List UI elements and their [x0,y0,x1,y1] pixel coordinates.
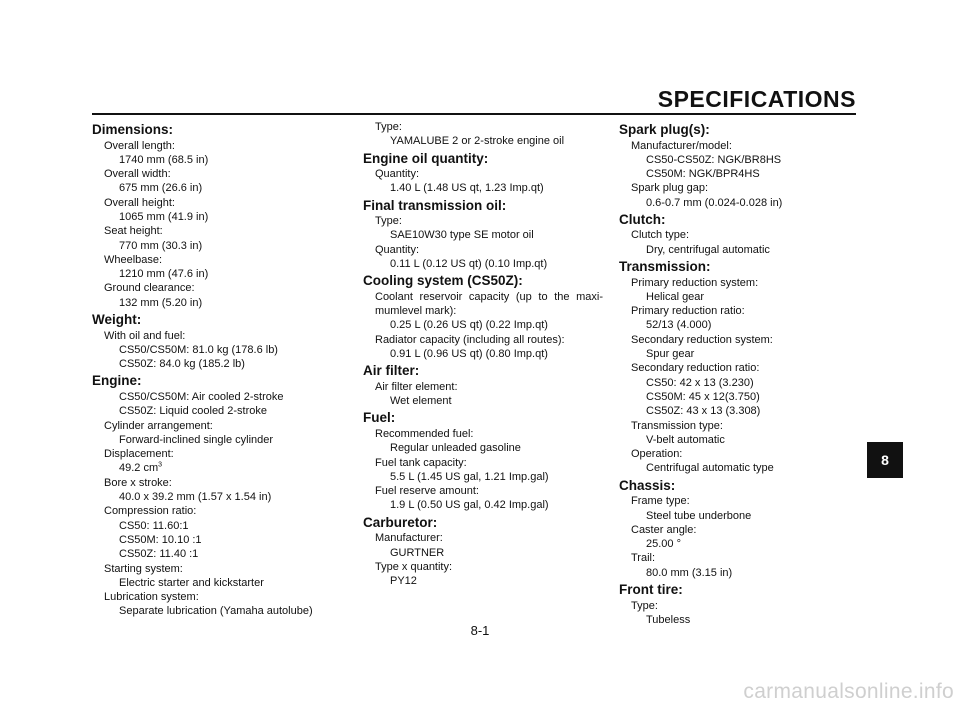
section-heading [363,151,603,168]
spec-text: Transmission: [619,259,711,275]
spec-text: Manufacturer: [375,532,443,545]
spec-value [619,153,869,167]
spec-text: 5.5 L (1.45 US gal, 1.21 Imp.gal) [390,470,549,483]
spec-text: Chassis: [619,477,676,493]
spec-value [92,576,342,590]
spec-text: CS50Z: 43 x 13 (3.308) [646,405,761,418]
section-heading [363,198,603,215]
spec-label [619,523,869,537]
spec-text: 0.11 L (0.12 US qt) (0.10 Imp.qt) [390,258,548,271]
spec-text: Fuel tank capacity: [375,456,467,469]
spec-text: Engine: [92,373,142,389]
spec-value [92,519,342,533]
spec-value [363,498,603,512]
spec-text: Engine oil quantity: [363,150,489,166]
spec-value [619,167,869,181]
spec-text: CS50Z: 11.40 :1 [119,548,199,561]
spec-value [619,566,869,580]
spec-text: 80.0 mm (3.15 in) [646,566,733,579]
spec-text: 0.25 L (0.26 US qt) (0.22 Imp.qt) [390,319,548,332]
spec-value [92,547,342,561]
spec-value [92,390,342,404]
spec-value [92,239,342,253]
spec-text: Air filter element: [375,380,458,393]
spec-text: Trail: [631,552,656,565]
spec-label [92,224,342,238]
spec-value [363,574,603,588]
spec-text: 1740 mm (68.5 in) [119,153,209,166]
spec-text: Wet element [390,395,452,408]
spec-text: Overall height: [104,196,175,209]
section-heading [619,582,869,599]
spec-text: Starting system: [104,562,183,575]
spec-label [619,304,869,318]
spec-text: CS50: 42 x 13 (3.230) [646,376,754,389]
spec-text: CS50M: 10.10 :1 [119,533,202,546]
spec-value [363,257,603,271]
spec-text: Spark plug gap: [631,182,709,195]
spec-text: Caster angle: [631,523,697,536]
section-heading [363,273,603,290]
spec-text: Coolant reservoir capacity (up to the maxi-mumlevel mark): [375,290,603,318]
spec-label [363,484,603,498]
spec-text: Steel tube underbone [646,509,752,522]
spec-text: 1.40 L (1.48 US qt, 1.23 Imp.qt) [390,182,544,195]
spec-label [363,531,603,545]
spec-label [363,214,603,228]
section-heading [92,122,342,139]
spec-text: Fuel reserve amount: [375,485,479,498]
page-number: 8-1 [470,623,490,638]
spec-text: Ground clearance: [104,282,195,295]
spec-value [92,357,342,371]
spec-value [92,296,342,310]
spec-value [363,318,603,332]
spec-text: With oil and fuel: [104,329,186,342]
spec-label [619,551,869,565]
spec-label [363,456,603,470]
spec-value [619,404,869,418]
spec-label [619,447,869,461]
section-heading [619,122,869,139]
spec-text: Front tire: [619,582,683,598]
spec-value [363,394,603,408]
spec-text: 132 mm (5.20 in) [119,296,203,309]
spec-label [619,276,869,290]
spec-text: Forward-inclined single cylinder [119,433,274,446]
spec-value [363,347,603,361]
spec-column-3 [619,120,869,627]
spec-value [619,347,869,361]
spec-label [92,329,342,343]
spec-column-1 [92,120,342,619]
spec-text: CS50M: NGK/BPR4HS [646,168,760,181]
spec-text: Carburetor: [363,514,438,530]
spec-text: SAE10W30 type SE motor oil [390,229,534,242]
spec-text: GURTNER [390,546,445,559]
section-heading [619,259,869,276]
spec-text: Wheelbase: [104,253,163,266]
spec-label [619,181,869,195]
spec-label [619,228,869,242]
spec-text: Transmission type: [631,419,723,432]
spec-text: CS50M: 45 x 12(3.750) [646,390,760,403]
spec-value [363,470,603,484]
spec-text: Dimensions: [92,122,174,137]
spec-label [363,380,603,394]
watermark: carmanualsonline.info [743,680,954,703]
spec-label [363,427,603,441]
spec-text: Overall width: [104,168,171,181]
spec-text: 770 mm (30.3 in) [119,239,203,252]
spec-text: Quantity: [375,168,420,181]
spec-text: Frame type: [631,495,690,508]
spec-text: CS50-CS50Z: NGK/BR8HS [646,153,782,166]
spec-value [619,290,869,304]
spec-text: Type: [631,599,658,612]
spec-text: Secondary reduction ratio: [631,362,760,375]
spec-value [619,537,869,551]
spec-text: Type: [375,215,402,228]
spec-label [92,139,342,153]
spec-text: 0.91 L (0.96 US qt) (0.80 Imp.qt) [390,348,548,361]
spec-text: Cooling system (CS50Z): [363,273,523,289]
spec-text: Helical gear [646,290,705,303]
spec-value [619,318,869,332]
spec-label [92,419,342,433]
spec-text: Type: [375,121,402,133]
spec-value [619,243,869,257]
spec-value [92,433,342,447]
spec-text: 25.00 ° [646,538,681,551]
spec-label [619,333,869,347]
spec-label [619,419,869,433]
spec-label [619,494,869,508]
spec-label [363,120,603,134]
spec-value [363,134,603,148]
spec-text: Primary reduction ratio: [631,305,745,318]
spec-text: Fuel: [363,410,396,426]
spec-text: Overall length: [104,139,175,152]
spec-value [363,228,603,242]
spec-label [92,196,342,210]
spec-label [363,560,603,574]
chapter-tab[interactable]: 8 [867,442,903,478]
spec-text: Separate lubrication (Yamaha autolube) [119,605,313,618]
spec-text: Recommended fuel: [375,427,474,440]
spec-text: Seat height: [104,225,163,238]
spec-text: 49.2 cm [119,462,159,475]
spec-label [363,243,603,257]
spec-value [619,461,869,475]
spec-text: Manufacturer/model: [631,139,732,152]
spec-text: Cylinder arrangement: [104,419,213,432]
spec-value [363,441,603,455]
spec-label [92,167,342,181]
spec-label [363,167,603,181]
spec-value [92,267,342,281]
spec-text: Final transmission oil: [363,197,507,213]
spec-text: CS50/CS50M: 81.0 kg (178.6 lb) [119,343,278,356]
spec-value [92,533,342,547]
spec-text: Clutch type: [631,229,690,242]
spec-value [92,490,342,504]
spec-value [92,404,342,418]
spec-text: Radiator capacity (including all routes): [375,333,565,346]
spec-text: Primary reduction system: [631,276,759,289]
section-heading [363,363,603,380]
spec-text: Type x quantity: [375,560,453,573]
section-heading [92,373,342,390]
spec-value [92,343,342,357]
spec-value [92,181,342,195]
spec-text: Tubeless [646,613,691,626]
spec-label [619,139,869,153]
spec-label [363,290,603,319]
spec-text: YAMALUBE 2 or 2-stroke engine oil [390,135,565,148]
spec-value [92,153,342,167]
page-header-title: SPECIFICATIONS [657,86,856,112]
spec-text: Clutch: [619,211,666,227]
superscript: 3 [158,461,163,469]
section-heading [363,410,603,427]
spec-text: CS50Z: Liquid cooled 2-stroke [119,405,267,418]
spec-text: Air filter: [363,363,420,379]
spec-label [92,590,342,604]
spec-text: V-belt automatic [646,433,725,446]
spec-value [619,390,869,404]
spec-text: Lubrication system: [104,591,199,604]
spec-text: Quantity: [375,243,420,256]
spec-value [92,461,342,475]
spec-text: 1210 mm (47.6 in) [119,268,209,281]
spec-text: Centrifugal automatic type [646,462,774,475]
spec-text: 40.0 x 39.2 mm (1.57 x 1.54 in) [119,491,272,504]
header-rule [92,113,856,115]
spec-value [619,509,869,523]
spec-label [92,562,342,576]
spec-value [363,546,603,560]
spec-label [92,504,342,518]
spec-text: Operation: [631,448,683,461]
spec-text: CS50/CS50M: Air cooled 2-stroke [119,390,284,403]
spec-text: 675 mm (26.6 in) [119,182,203,195]
spec-text: Spark plug(s): [619,122,710,137]
spec-text: PY12 [390,575,417,588]
section-heading [92,312,342,329]
spec-text: 1065 mm (41.9 in) [119,210,209,223]
spec-label [619,361,869,375]
spec-label [92,281,342,295]
spec-text: Displacement: [104,448,174,461]
spec-text: Electric starter and kickstarter [119,576,264,589]
section-heading [619,478,869,495]
spec-text: Weight: [92,312,142,328]
spec-value [619,196,869,210]
spec-text: Dry, centrifugal automatic [646,243,770,256]
spec-text: Secondary reduction system: [631,333,773,346]
spec-text: Regular unleaded gasoline [390,442,521,455]
spec-text: 0.6-0.7 mm (0.024-0.028 in) [646,196,783,209]
spec-label [92,476,342,490]
spec-label [92,253,342,267]
spec-text: Spur gear [646,348,695,361]
spec-column-2 [363,120,603,588]
spec-value [619,433,869,447]
spec-label [92,447,342,461]
spec-text: Bore x stroke: [104,476,172,489]
spec-value [363,181,603,195]
spec-text: 52/13 (4.000) [646,319,712,332]
spec-label [363,333,603,347]
spec-text: CS50Z: 84.0 kg (185.2 lb) [119,358,245,371]
spec-value [619,376,869,390]
spec-label [619,599,869,613]
spec-text: CS50: 11.60:1 [119,519,189,532]
section-heading [363,515,603,532]
spec-text: 1.9 L (0.50 US gal, 0.42 Imp.gal) [390,499,549,512]
spec-text: Compression ratio: [104,505,197,518]
section-heading [619,212,869,229]
spec-value [92,210,342,224]
spec-value [92,604,342,618]
